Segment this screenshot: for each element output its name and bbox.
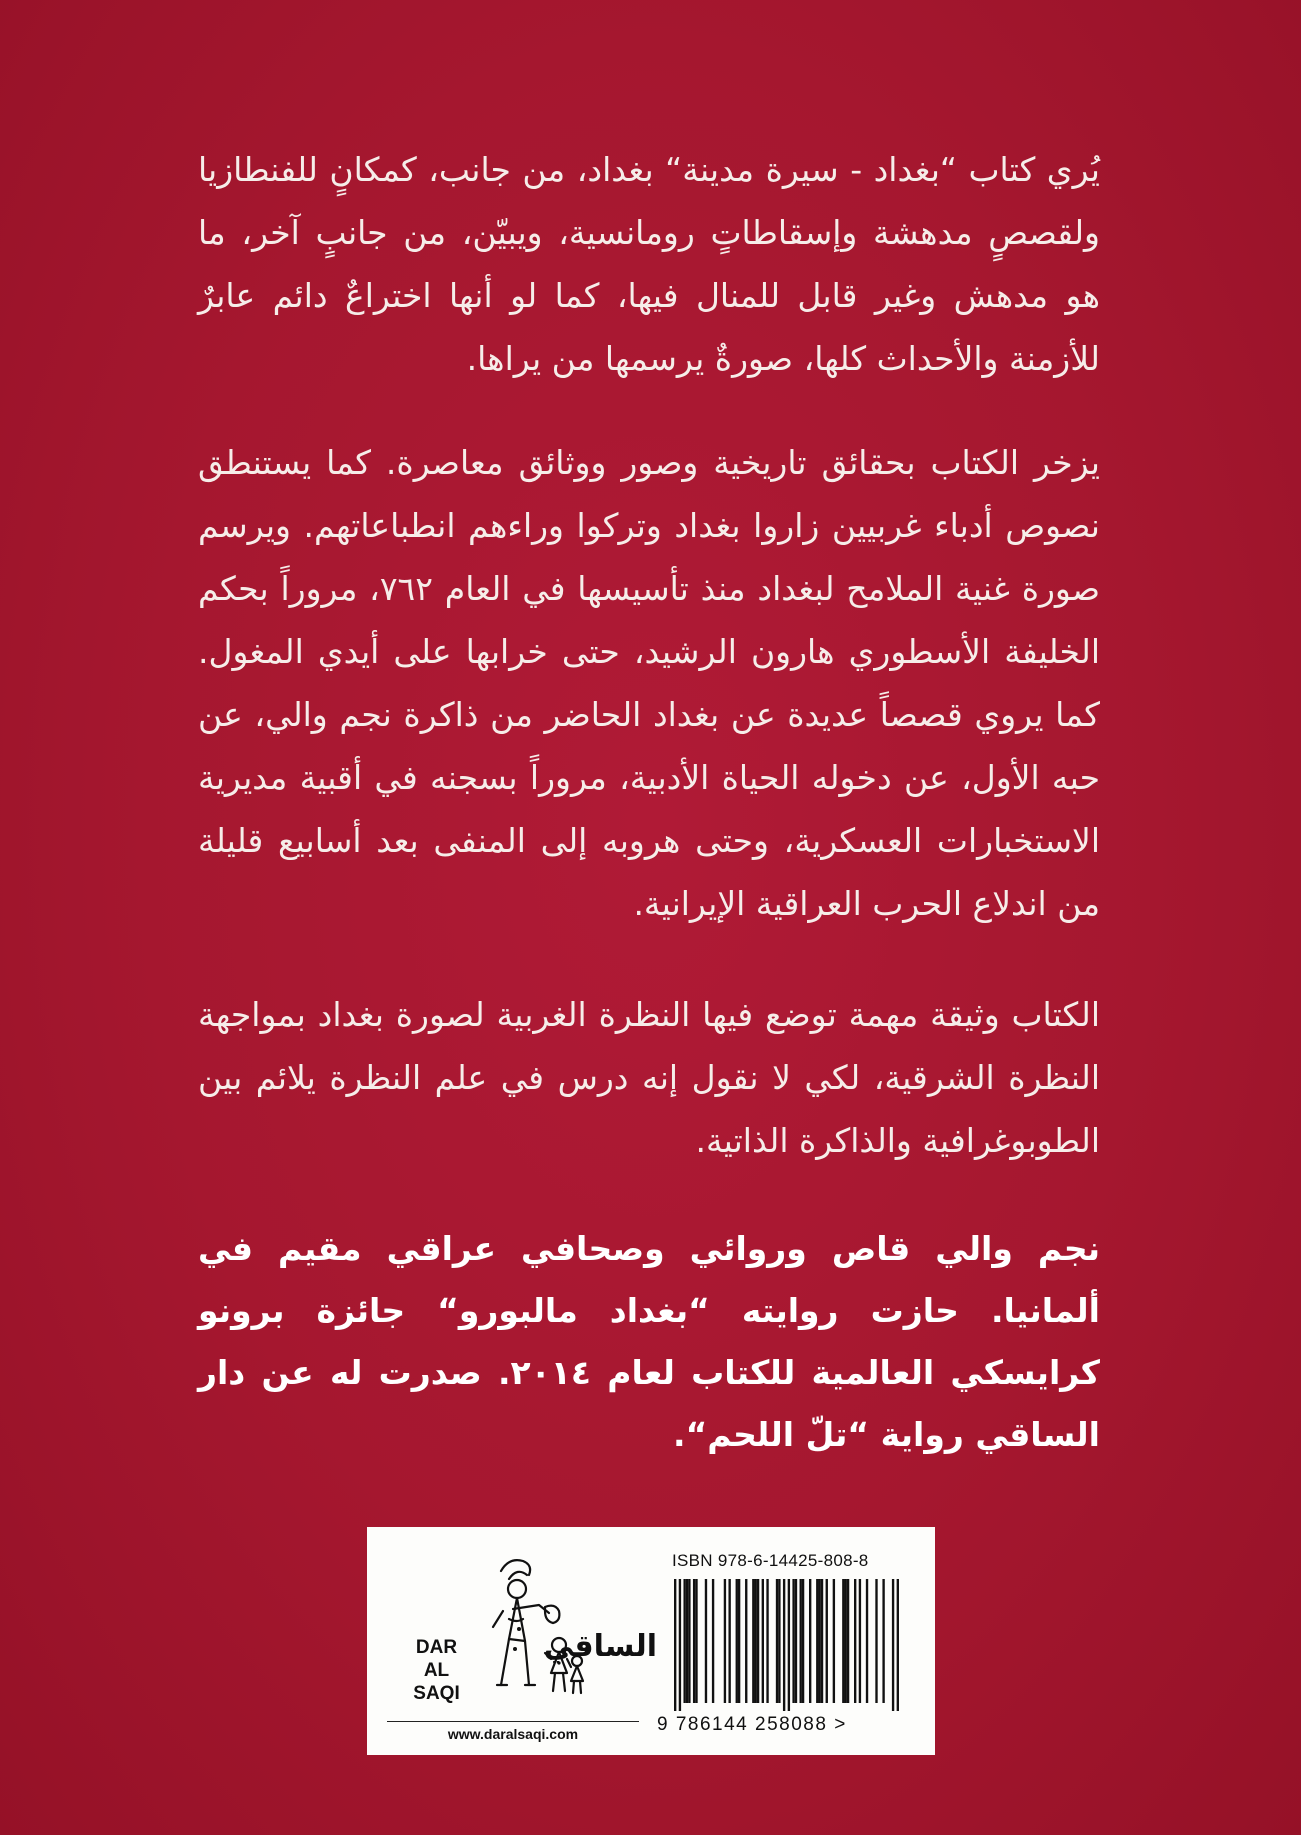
publisher-name-ar: الساقي (543, 1629, 657, 1664)
barcode-bar (724, 1579, 726, 1703)
barcode-panel (367, 1527, 935, 1755)
barcode-bar (809, 1579, 811, 1703)
barcode-bar (802, 1579, 804, 1703)
barcode-bar (833, 1579, 835, 1703)
barcode-bar (795, 1579, 797, 1703)
barcode-bar (728, 1579, 730, 1703)
barcode-bar (783, 1579, 785, 1711)
barcode-bar (738, 1579, 740, 1703)
barcode-bar (766, 1579, 768, 1703)
barcode-bar (875, 1579, 877, 1703)
barcode-bar (686, 1579, 688, 1703)
isbn-label: ISBN 978-6-14425-808-8 (672, 1551, 869, 1570)
barcode-bar (776, 1579, 778, 1703)
barcode-bar (712, 1579, 714, 1703)
blurb-paragraph-3: الكتاب وثيقة مهمة توضع فيها النظرة الغربية لصورة بغداد بمواجهة النظرة الشرقية، لكي لا نقول إنه درس في علم النظرة يلائم بين الطوبوغرافية والذاكرة الذاتية. (198, 995, 1100, 1160)
barcode-bar (866, 1579, 868, 1703)
publisher-logo (387, 1549, 657, 1704)
barcode-bar (788, 1579, 790, 1711)
barcode-bar (821, 1579, 823, 1703)
barcode-bar (674, 1579, 676, 1711)
barcode-bar (859, 1579, 861, 1703)
barcode-bar (778, 1579, 780, 1703)
barcode-bar (818, 1579, 820, 1703)
publisher-figure-icon (479, 1549, 589, 1699)
barcode-bar (688, 1579, 690, 1703)
barcode-digits: 9 786144 258088 > (657, 1714, 847, 1735)
barcode-bar (816, 1579, 818, 1703)
barcode-bar (693, 1579, 695, 1703)
publisher-website: www.daralsaqi.com (447, 1726, 579, 1742)
barcode-bar (892, 1579, 894, 1711)
barcode-bar (854, 1579, 856, 1703)
barcode-bar (845, 1579, 847, 1703)
barcode-bar (755, 1579, 757, 1703)
barcode-bar (826, 1579, 828, 1703)
barcode-bar (679, 1579, 681, 1711)
barcode-bar (745, 1579, 747, 1703)
barcode-bar (792, 1579, 794, 1703)
barcode-bar (752, 1579, 754, 1703)
publisher-name-en-line2: AL SAQI (413, 1660, 460, 1704)
barcode-bar (847, 1579, 849, 1703)
barcode-bar (762, 1579, 764, 1703)
author-bio: نجم والي قاص وروائي وصحافي عراقي مقيم في ألمانيا. حازت روايته “بغداد مالبورو“ جائزة برونو كرايسكي العالمية للكتاب لعام ٢٠١٤. صدرت له عن دار الساقي رواية “تلّ اللحم“. (198, 1229, 1100, 1454)
barcode-bar (705, 1579, 707, 1703)
blurb-paragraph-1: يُري كتاب “بغداد - سيرة مدينة“ بغداد، من جانب، كمكانٍ للفنطازيا ولقصصٍ مدهشة وإسقاطاتٍ رومانسية، ويبيّن، من جانبٍ آخر، ما هو مدهش وغير قابل للمنال فيها، كما لو أنها اختراعٌ دائم عابرٌ للأزمنة والأحداث كلها، صورةٌ يرسمها من يراها. (198, 150, 1100, 378)
barcode-bar (800, 1579, 802, 1703)
barcode-bar (842, 1579, 844, 1703)
barcode-bar (897, 1579, 899, 1711)
barcode-bar (695, 1579, 697, 1703)
publisher-name-en-line1: DAR (415, 1637, 458, 1658)
divider (387, 1721, 639, 1722)
barcode-bar (736, 1579, 738, 1703)
barcode-bar (757, 1579, 759, 1703)
barcode-icon (674, 1579, 899, 1711)
publisher-name-en (399, 1636, 474, 1705)
barcode-bar (882, 1579, 884, 1703)
barcode-bar (683, 1579, 685, 1703)
blurb-paragraph-2: يزخر الكتاب بحقائق تاريخية وصور ووثائق معاصرة. كما يستنطق نصوص أدباء غربيين زاروا بغداد وتركوا وراءهم انطباعاتهم. ويرسم صورة غنية الملامح لبغداد منذ تأسيسها في العام ٧٦٢، مروراً بحكم الخليفة الأسطوري هارون الرشيد، حتى خرابها على أيدي المغول. كما يروي قصصاً عديدة عن بغداد الحاضر من ذاكرة نجم والي، عن حبه الأول، عن دخوله الحياة الأدبية، مروراً بسجنه في أقبية مديرية الاستخبارات العسكرية، وحتى هروبه إلى المنفى بعد أسابيع قليلة من اندلاع الحرب العراقية الإيرانية. (198, 443, 1100, 923)
